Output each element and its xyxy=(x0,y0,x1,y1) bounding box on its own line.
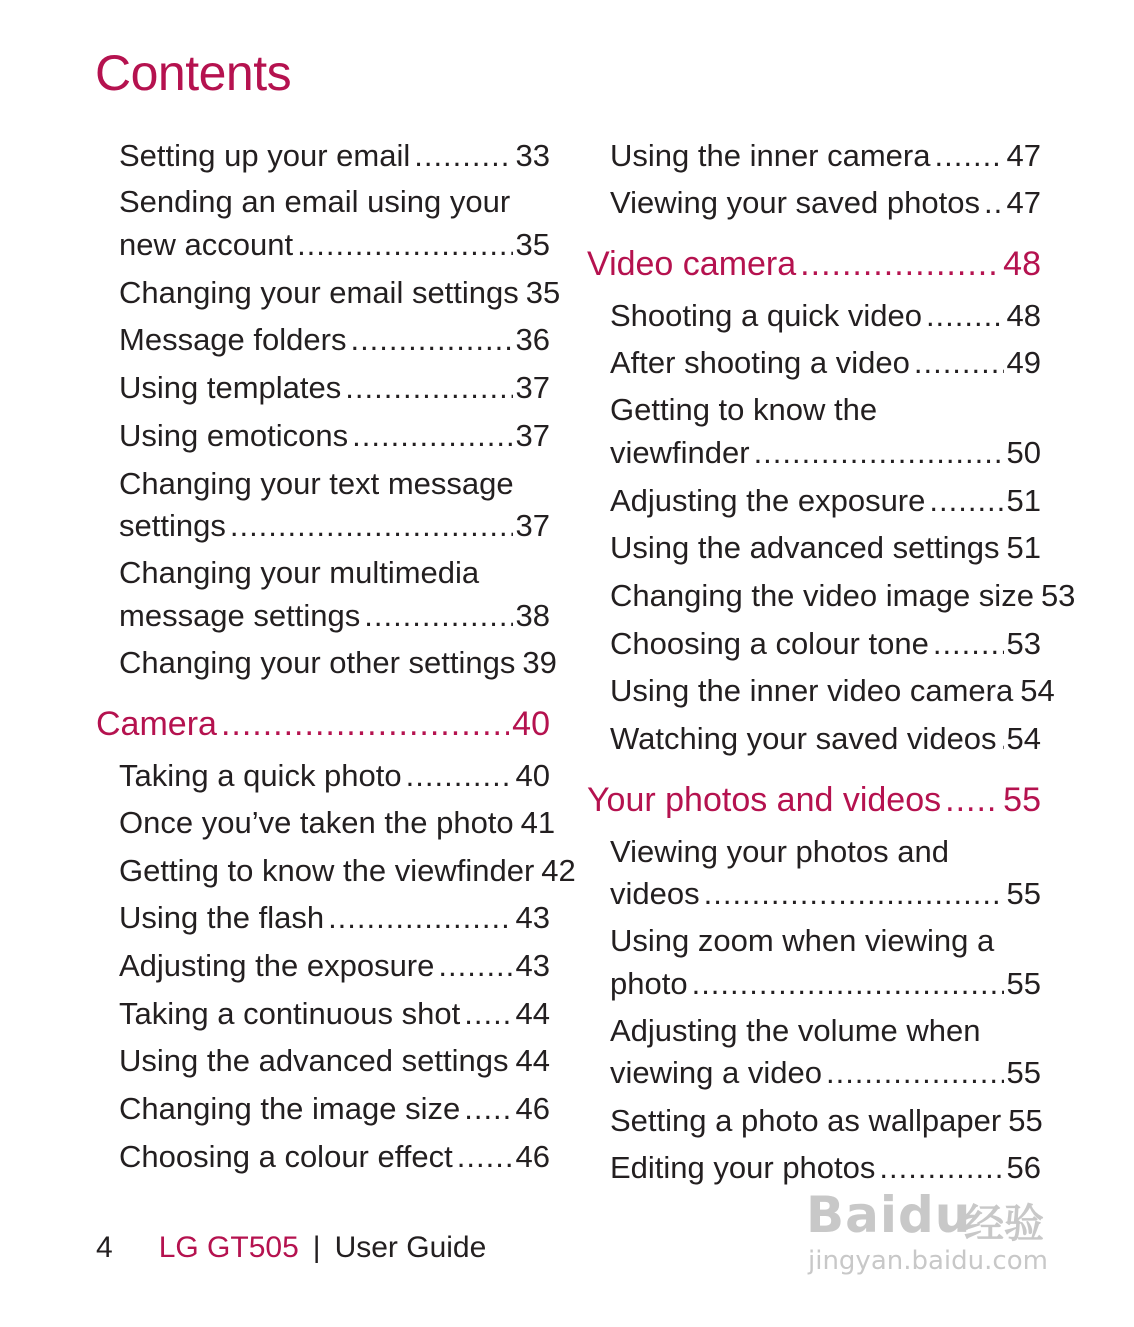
footer-page-number: 4 xyxy=(96,1231,113,1264)
toc-entry-title: Viewing your saved photos xyxy=(610,185,980,220)
toc-entry-title: After shooting a video xyxy=(610,345,910,380)
toc-page-number: 37 xyxy=(515,370,550,405)
toc-entry-title: Using the inner camera xyxy=(610,138,931,173)
toc-page-number: 54 xyxy=(1006,721,1041,756)
dot-leader xyxy=(879,1148,1003,1188)
dot-leader xyxy=(754,433,1004,473)
toc-page-number: 51 xyxy=(1006,483,1041,518)
toc-entry-title: Getting to know the xyxy=(610,392,878,427)
toc-entry xyxy=(119,596,550,636)
toc-entry-title: Changing your multimedia xyxy=(119,555,480,590)
toc-entry-title: Shooting a quick video xyxy=(610,298,922,333)
dot-leader xyxy=(328,898,512,938)
toc-entry xyxy=(610,964,1041,1004)
dot-leader xyxy=(935,136,1004,176)
toc-page-number: 42 xyxy=(541,853,576,888)
toc-entry xyxy=(610,481,1041,521)
toc-entry xyxy=(610,1101,1041,1141)
toc-page-number: 43 xyxy=(515,948,550,983)
toc-entry-title: Sending an email using your xyxy=(119,184,511,219)
toc-entry xyxy=(610,343,1041,383)
toc-page-number: 38 xyxy=(515,598,550,633)
toc-entry-title: Choosing a colour effect xyxy=(119,1139,453,1174)
toc-entry xyxy=(610,296,1041,336)
toc-page-number: 40 xyxy=(515,758,550,793)
watermark-url: jingyan.baidu.com xyxy=(808,1246,1048,1276)
toc-page-number: 37 xyxy=(515,508,550,543)
toc-page-number: 51 xyxy=(1006,530,1041,565)
toc-page-number: 35 xyxy=(525,275,561,310)
toc-page-number: 40 xyxy=(512,705,550,743)
toc-entry xyxy=(119,416,550,456)
dot-leader xyxy=(826,1053,1004,1093)
toc-entry xyxy=(119,182,550,222)
toc-page-number: 55 xyxy=(1006,876,1041,911)
toc-page-number: 37 xyxy=(515,418,550,453)
toc-entry-title: Using the flash xyxy=(119,900,325,935)
toc-section-heading xyxy=(96,704,550,744)
toc-page-number: 47 xyxy=(1006,138,1041,173)
toc-entry xyxy=(610,921,1041,961)
footer-separator: | xyxy=(312,1231,321,1264)
toc-entry xyxy=(119,464,550,504)
toc-entry xyxy=(610,1011,1041,1051)
toc-entry xyxy=(119,643,557,683)
toc-entry-title: Your photos and videos xyxy=(587,781,942,819)
toc-entry-title: Getting to know the viewfinder xyxy=(119,853,535,888)
toc-page-number: 53 xyxy=(1040,578,1076,613)
toc-entry-title: Using templates xyxy=(119,370,342,405)
dot-leader xyxy=(350,320,512,360)
dot-leader xyxy=(297,225,512,265)
toc-entry xyxy=(119,225,550,265)
footer-guide-label: User Guide xyxy=(334,1231,487,1264)
toc-entry-title: Changing the image size xyxy=(119,1091,461,1126)
toc-entry-title: Viewing your photos and xyxy=(610,834,949,869)
toc-page-number: 46 xyxy=(515,1139,550,1174)
dot-leader xyxy=(364,596,512,636)
toc-entry-title: Camera xyxy=(96,705,217,743)
toc-entry-title: settings xyxy=(119,508,226,543)
toc-entry-title: Using zoom when viewing a xyxy=(610,923,995,958)
toc-page-number: 55 xyxy=(1006,966,1041,1001)
toc-page-number: 41 xyxy=(520,805,556,840)
toc-entry-title: Taking a continuous shot xyxy=(119,996,461,1031)
toc-entry xyxy=(119,1089,550,1129)
toc-page-number: 55 xyxy=(1008,1103,1043,1138)
toc-entry-title: Watching your saved videos xyxy=(610,721,997,756)
page-title: Contents xyxy=(95,45,292,101)
toc-entry xyxy=(119,946,550,986)
toc-entry xyxy=(610,136,1041,176)
dot-leader xyxy=(345,368,512,408)
dot-leader xyxy=(438,946,512,986)
toc-section-heading xyxy=(587,244,1041,284)
toc-page-number: 55 xyxy=(1006,1055,1041,1090)
toc-entry-title: Taking a quick photo xyxy=(119,758,402,793)
dot-leader xyxy=(457,1137,513,1177)
toc-entry xyxy=(610,528,1041,568)
dot-leader xyxy=(1001,719,1004,759)
toc-entry xyxy=(610,183,1041,223)
toc-entry-title: videos xyxy=(610,876,700,911)
toc-entry-title: new account xyxy=(119,227,294,262)
toc-entry-title: Changing your other settings xyxy=(119,645,516,680)
toc-page-number: 50 xyxy=(1006,435,1041,470)
toc-page-number: 56 xyxy=(1006,1150,1041,1185)
toc-page-number: 48 xyxy=(1003,245,1041,283)
toc-entry xyxy=(119,1041,550,1081)
dot-leader xyxy=(984,183,1004,223)
toc-page-number: 39 xyxy=(522,645,557,680)
toc-entry xyxy=(610,390,1041,430)
dot-leader xyxy=(704,874,1004,914)
toc-entry xyxy=(610,1148,1041,1188)
toc-entry-title: Adjusting the exposure xyxy=(119,948,435,983)
dot-leader xyxy=(926,296,1004,336)
toc-entry xyxy=(119,1137,550,1177)
dot-leader xyxy=(406,756,513,796)
dot-leader xyxy=(414,136,512,176)
toc-entry xyxy=(119,136,550,176)
toc-entry xyxy=(610,576,1076,616)
toc-entry xyxy=(610,433,1041,473)
toc-entry xyxy=(119,553,550,593)
toc-section-heading xyxy=(587,780,1041,820)
toc-entry-title: Changing your email settings xyxy=(119,275,519,310)
toc-page-number: 44 xyxy=(515,1043,550,1078)
toc-entry-title: Changing the video image size xyxy=(610,578,1034,613)
toc-page-number: 44 xyxy=(515,996,550,1031)
toc-entry-title: Adjusting the exposure xyxy=(610,483,926,518)
toc-entry-title: Editing your photos xyxy=(610,1150,876,1185)
toc-entry xyxy=(119,368,550,408)
dot-leader xyxy=(692,964,1004,1004)
toc-entry-title: Once you’ve taken the photo xyxy=(119,805,514,840)
dot-leader xyxy=(464,994,512,1034)
toc-entry-title: Changing your text message xyxy=(119,466,514,501)
toc-entry xyxy=(119,851,576,891)
dot-leader xyxy=(933,624,1004,664)
footer-model: LG GT505 xyxy=(158,1231,299,1264)
toc-entry xyxy=(119,273,561,313)
toc-page-number: 47 xyxy=(1006,185,1041,220)
dot-leader xyxy=(914,343,1004,383)
toc-page-number: 43 xyxy=(515,900,550,935)
toc-entry xyxy=(610,874,1041,914)
toc-page-number: 55 xyxy=(1003,781,1041,819)
dot-leader xyxy=(800,244,1000,284)
toc-entry-title: Using the advanced settings xyxy=(610,530,1000,565)
toc-entry xyxy=(119,898,550,938)
toc-entry xyxy=(610,671,1055,711)
toc-entry-title: Choosing a colour tone xyxy=(610,626,929,661)
toc-page-number: 33 xyxy=(515,138,550,173)
dot-leader xyxy=(929,481,1003,521)
dot-leader xyxy=(221,704,509,744)
toc-page-number: 48 xyxy=(1006,298,1041,333)
baidu-watermark xyxy=(806,1186,1064,1282)
toc-page-number: 49 xyxy=(1006,345,1041,380)
toc-entry-title: viewing a video xyxy=(610,1055,822,1090)
toc-entry xyxy=(119,994,550,1034)
toc-entry-title: photo xyxy=(610,966,688,1001)
toc-entry xyxy=(119,803,556,843)
toc-entry-title: Using the advanced settings xyxy=(119,1043,509,1078)
toc-entry-title: Video camera xyxy=(587,245,797,283)
toc-entry-title: Message folders xyxy=(119,322,347,357)
toc-entry xyxy=(610,1053,1041,1093)
toc-page-number: 46 xyxy=(515,1091,550,1126)
toc-entry-title: Setting a photo as wallpaper xyxy=(610,1103,1002,1138)
dot-leader xyxy=(352,416,512,456)
toc-entry-title: Adjusting the volume when xyxy=(610,1013,981,1048)
dot-leader xyxy=(464,1089,512,1129)
dot-leader xyxy=(230,506,513,546)
dot-leader xyxy=(945,780,1000,820)
toc-entry-title: Using emoticons xyxy=(119,418,349,453)
toc-entry-title: Using the inner video camera xyxy=(610,673,1014,708)
toc-page-number: 35 xyxy=(515,227,550,262)
toc-entry xyxy=(119,756,550,796)
toc-page-number: 53 xyxy=(1006,626,1041,661)
toc-page-number: 36 xyxy=(515,322,550,357)
toc-page-number: 54 xyxy=(1020,673,1055,708)
toc-entry xyxy=(610,719,1041,759)
page-footer xyxy=(96,1228,486,1268)
toc-entry-title: message settings xyxy=(119,598,361,633)
toc-entry-title: Setting up your email xyxy=(119,138,411,173)
toc-entry xyxy=(119,320,550,360)
toc-entry xyxy=(119,506,550,546)
toc-entry-title: viewfinder xyxy=(610,435,750,470)
watermark-chinese: 经验 xyxy=(964,1201,1044,1247)
watermark-logo: Baidu xyxy=(806,1186,972,1244)
toc-entry xyxy=(610,832,1041,872)
toc-entry xyxy=(610,624,1041,664)
